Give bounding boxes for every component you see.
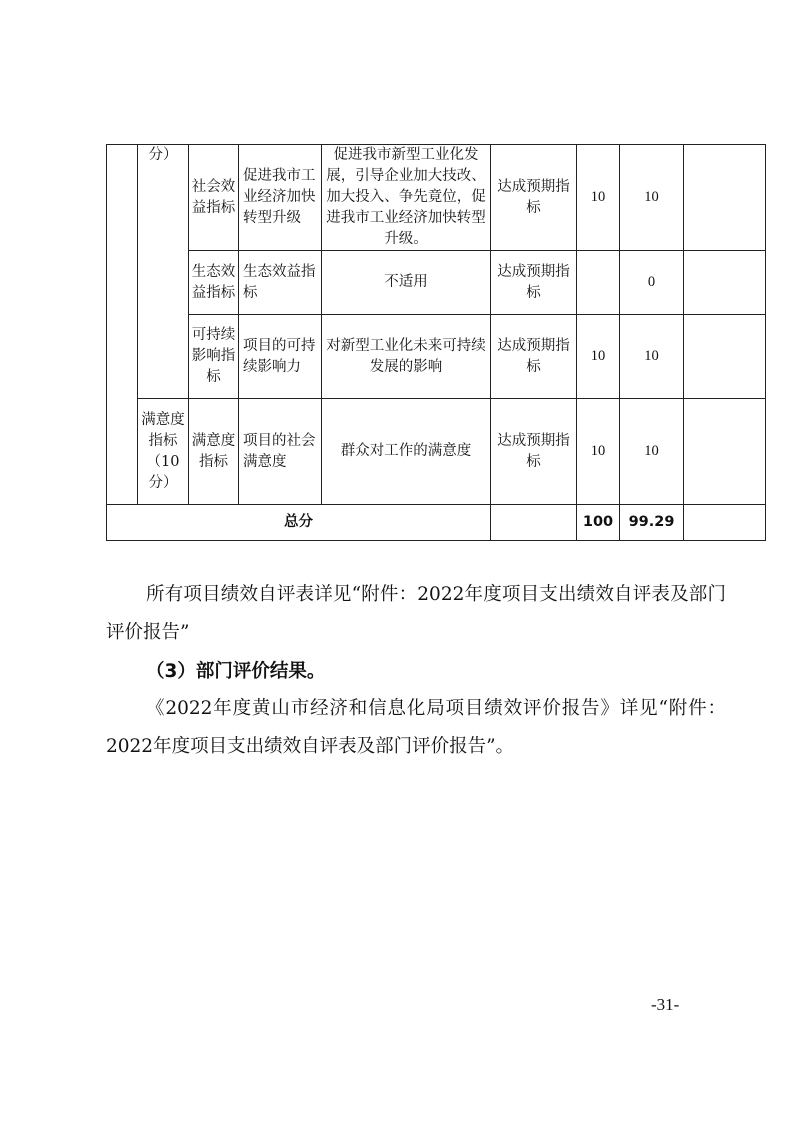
indicator-cell: 项目的可持续影响力 bbox=[239, 315, 322, 399]
level3-cell: 生态效益指标 bbox=[189, 251, 239, 315]
page-number: -31- bbox=[651, 995, 680, 1014]
standard-cell: 群众对工作的满意度 bbox=[322, 399, 491, 505]
level1-cell bbox=[107, 145, 138, 505]
table-row bbox=[107, 315, 766, 399]
result-cell: 达成预期指标 bbox=[491, 315, 577, 399]
score-cell: 0 bbox=[620, 251, 684, 315]
table-row bbox=[107, 145, 766, 251]
indicator-cell: 项目的社会满意度 bbox=[239, 399, 322, 505]
standard-cell: 促进我市新型工业化发展，引导企业加大技改、加大投入、争先竟位，促进我市工业经济加快转型升级。 bbox=[322, 145, 491, 251]
score-cell: 10 bbox=[620, 145, 684, 251]
section-heading: （3）部门评价结果。 bbox=[146, 661, 326, 682]
standard-cell: 对新型工业化未来可持续发展的影响 bbox=[322, 315, 491, 399]
total-result-cell bbox=[491, 505, 577, 541]
total-score-cell: 99.29 bbox=[620, 505, 684, 541]
level3-cell: 满意度指标 bbox=[189, 399, 239, 505]
indicator-cell: 促进我市工业经济加快转型升级 bbox=[239, 145, 322, 251]
result-cell: 达成预期指标 bbox=[491, 251, 577, 315]
result-cell: 达成预期指标 bbox=[491, 145, 577, 251]
remark-cell bbox=[684, 145, 766, 251]
level2-cell: 满意度指标（10分） bbox=[138, 399, 189, 505]
result-cell: 达成预期指标 bbox=[491, 399, 577, 505]
weight-cell: 10 bbox=[577, 315, 620, 399]
total-label: 总分 bbox=[107, 505, 491, 541]
score-cell: 10 bbox=[620, 315, 684, 399]
remark-cell bbox=[684, 399, 766, 505]
performance-table bbox=[106, 144, 766, 541]
level2-cell: 分） bbox=[138, 145, 189, 399]
remark-cell bbox=[684, 251, 766, 315]
indicator-cell: 生态效益指标 bbox=[239, 251, 322, 315]
remark-cell bbox=[684, 315, 766, 399]
weight-cell: 10 bbox=[577, 399, 620, 505]
level3-cell: 可持续影响指标 bbox=[189, 315, 239, 399]
paragraph-dept-evaluation: 《2022年度黄山市经济和信息化局项目绩效评价报告》详见“附件：2022年度项目支出绩效自评表及部门评价报告”。 bbox=[106, 698, 726, 757]
table-row bbox=[107, 251, 766, 315]
score-cell: 10 bbox=[620, 399, 684, 505]
weight-cell: 10 bbox=[577, 145, 620, 251]
table-row bbox=[107, 399, 766, 505]
total-row bbox=[107, 505, 766, 541]
standard-cell: 不适用 bbox=[322, 251, 491, 315]
paragraph-evaluation-detail: 所有项目绩效自评表详见“附件：2022年度项目支出绩效自评表及部门评价报告” bbox=[106, 584, 726, 643]
weight-cell bbox=[577, 251, 620, 315]
level3-cell: 社会效益指标 bbox=[189, 145, 239, 251]
total-weight-cell: 100 bbox=[577, 505, 620, 541]
total-remark-cell bbox=[684, 505, 766, 541]
